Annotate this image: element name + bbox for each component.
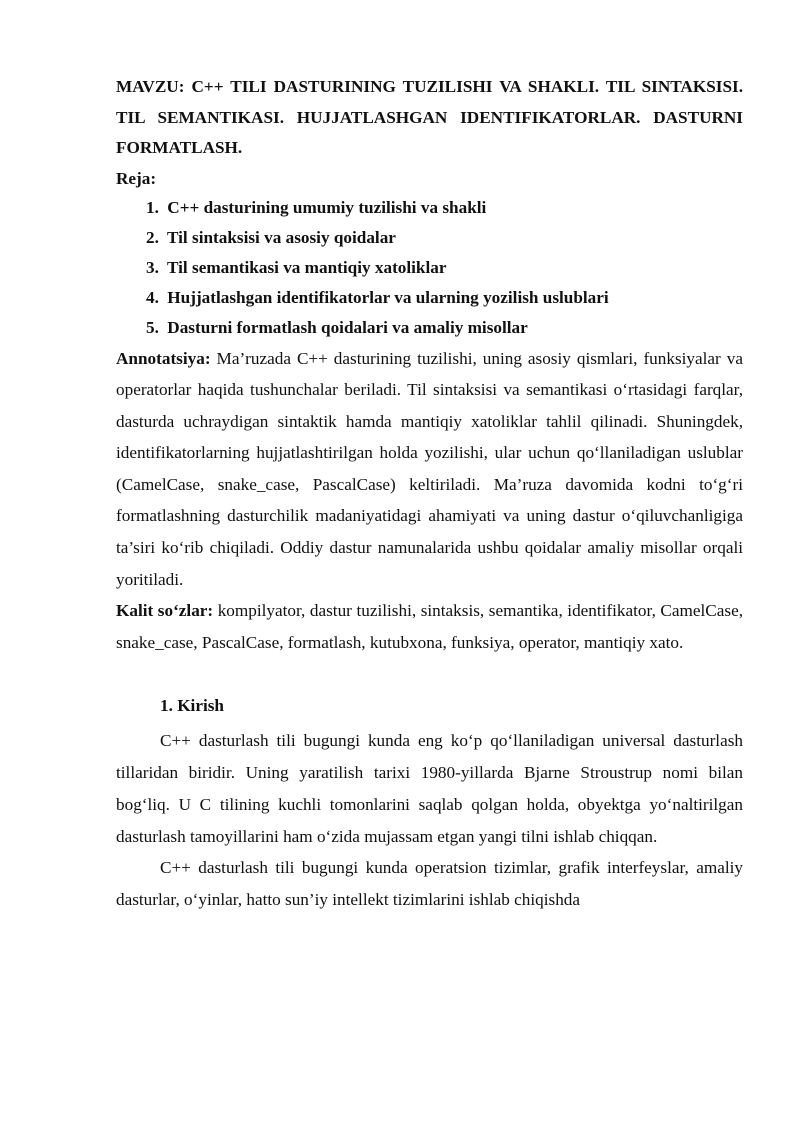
keywords-text: kompilyator, dastur tuzilishi, sintaksis, semantika, identifikator, CamelCase, snake_case, PascalCase, formatlash, kutubxona, funksiya, operator, mantiqiy xato.	[116, 601, 743, 652]
reja-item	[116, 193, 743, 223]
document-page	[116, 72, 743, 916]
reja-item	[116, 253, 743, 283]
annotation-label: Annotatsiya:	[116, 348, 211, 368]
annotation-paragraph	[116, 343, 743, 596]
reja-item-number: 4.	[146, 287, 159, 307]
document-title: MAVZU: C++ TILI DASTURINING TUZILISHI VA SHAKLI. TIL SINTAKSISI. TIL SEMANTIKASI. HUJJATLASHGAN IDENTIFIKATORLAR. DASTURNI FORMATLASH.	[116, 77, 743, 157]
section-spacer	[116, 658, 743, 691]
body-paragraph: C++ dasturlash tili bugungi kunda operatsion tizimlar, grafik interfeyslar, amaliy dasturlar, o‘yinlar, hatto sun’iy intellekt tizimlarini ishlab chiqishda	[116, 858, 743, 910]
section-heading-kirish: 1. Kirish	[160, 696, 224, 716]
reja-item-number: 3.	[146, 257, 159, 277]
reja-item-text: Til sintaksisi va asosiy qoidalar	[167, 227, 396, 247]
body-paragraph: C++ dasturlash tili bugungi kunda eng ko‘p qo‘llaniladigan universal dasturlash tillaridan biridir. Uning yaratilish tarixi 1980-yillarda Bjarne Stroustrup nomi bilan bog‘liq. U C tilining kuchli tomonlarini saqlab qolgan holda, obyektga yo‘naltirilgan dasturlash tamoyillarini ham o‘zida mujassam etgan yangi tilni ishlab chiqqan.	[116, 731, 743, 846]
reja-item-text: Dasturni formatlash qoidalari va amaliy misollar	[167, 317, 528, 337]
reja-item-number: 2.	[146, 227, 159, 247]
reja-item-text: Hujjatlashgan identifikatorlar va ularning yozilish uslublari	[167, 287, 609, 307]
annotation-text: Ma’ruzada C++ dasturining tuzilishi, uning asosiy qismlari, funksiyalar va operatorlar haqida tushunchalar beriladi. Til sintaksisi va semantikasi o‘rtasidagi farqlar, dasturda uchraydigan sintaktik hamda mantiqiy xatoliklar tahlil qilinadi. Shuningdek, identifikatorlarning hujjatlashtirilgan holda yozilishi, ular uchun qo‘llaniladigan uslublar (CamelCase, snake_case, PascalCase) keltiriladi. Ma’ruza davomida kodni to‘g‘ri formatlashning dasturchilik madaniyatidagi ahamiyati va uning dastur o‘qiluvchanligiga ta’siri ko‘rib chiqiladi. Oddiy dastur namunalarida ushbu qoidalar amaliy misollar orqali yoritiladi.	[116, 348, 743, 589]
reja-item-number: 5.	[146, 317, 159, 337]
reja-heading: Reja:	[116, 168, 157, 188]
reja-item	[116, 223, 743, 253]
reja-list	[116, 193, 743, 343]
reja-item	[116, 283, 743, 313]
reja-item-number: 1.	[146, 197, 159, 217]
reja-item-text: C++ dasturining umumiy tuzilishi va shakli	[167, 197, 487, 217]
keywords-paragraph	[116, 595, 743, 658]
reja-item	[116, 313, 743, 343]
reja-item-text: Til semantikasi va mantiqiy xatoliklar	[167, 257, 447, 277]
keywords-label: Kalit so‘zlar:	[116, 601, 214, 621]
